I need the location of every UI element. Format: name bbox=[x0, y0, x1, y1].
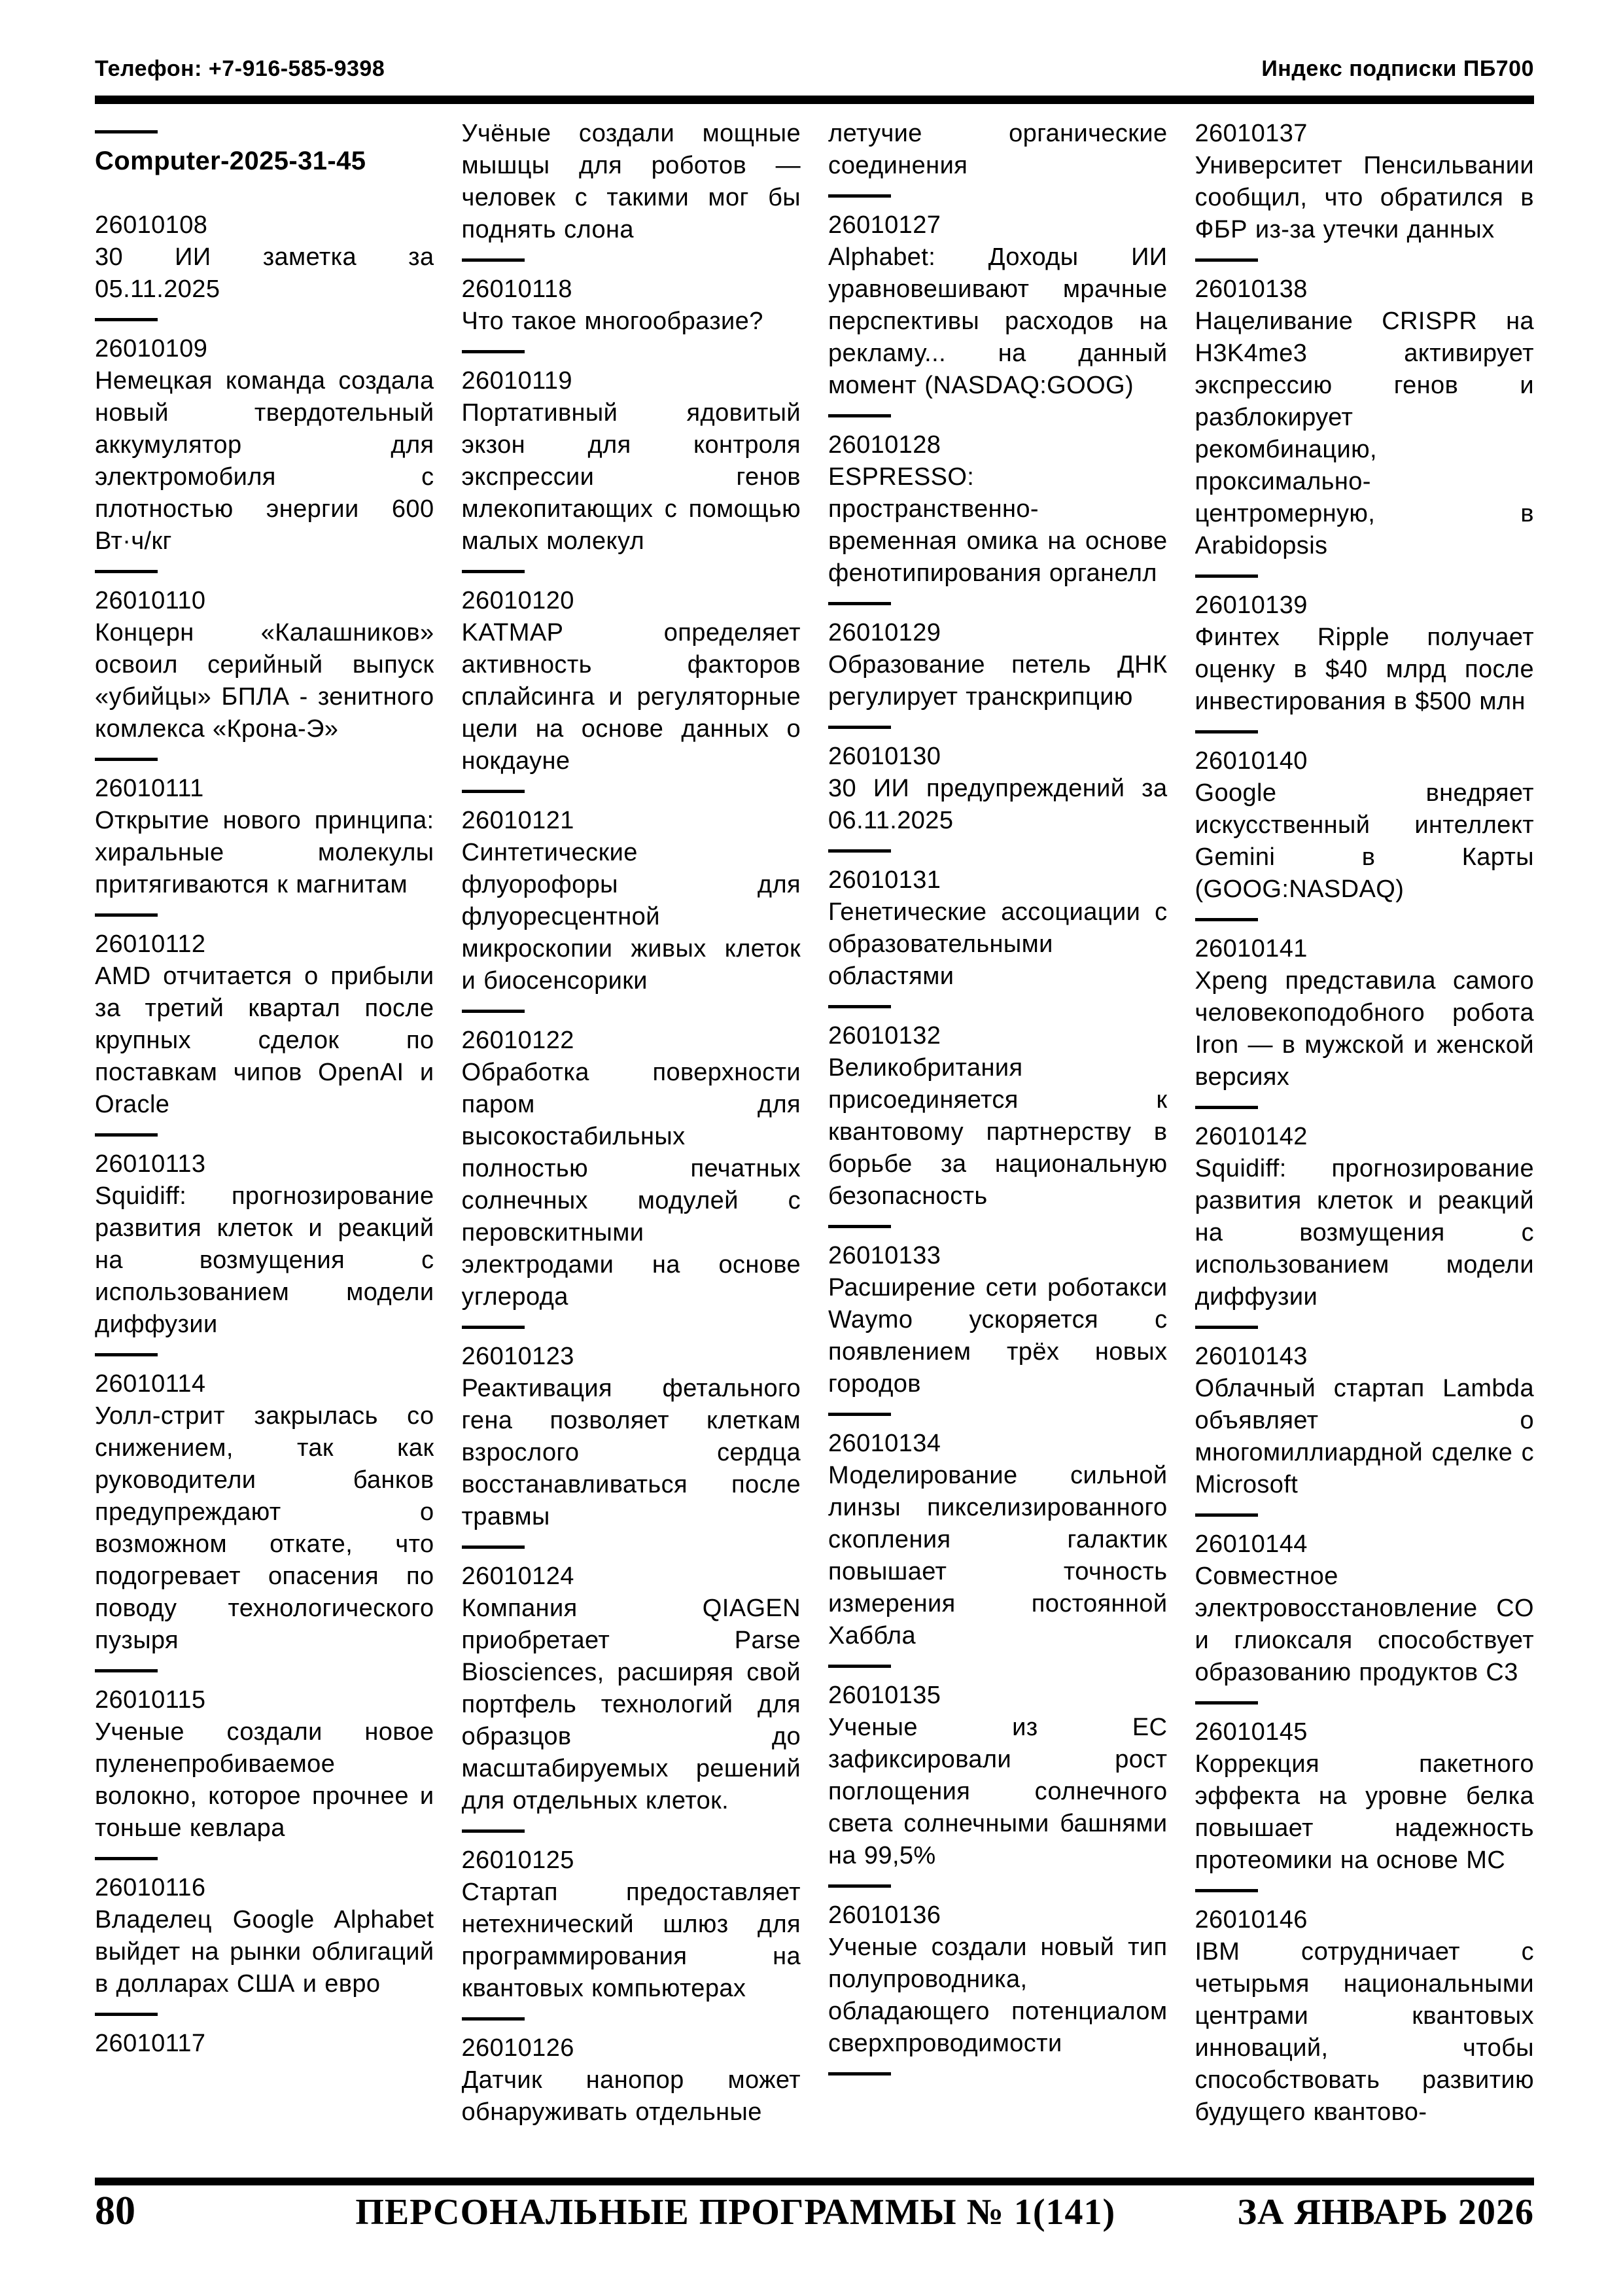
separator-dash bbox=[95, 570, 158, 573]
item-id: 26010146 bbox=[1195, 1906, 1308, 1934]
item-title: 30 ИИ заметка за 05.11.2025 bbox=[95, 243, 434, 303]
item-id: 26010136 bbox=[828, 1901, 941, 1929]
top-rule bbox=[95, 96, 1534, 104]
item-id: 26010131 bbox=[828, 866, 941, 894]
item-title: Squidiff: прогнозирование развития клеток и реакций на возмущения с использованием модели диффузии bbox=[95, 1182, 434, 1338]
item-id: 26010113 bbox=[95, 1150, 206, 1178]
news-item bbox=[828, 1428, 1168, 1652]
news-item bbox=[95, 1872, 434, 2000]
separator-dash bbox=[828, 1225, 891, 1228]
item-title: Alphabet: Доходы ИИ уравновешивают мрачные перспективы расходов на рекламу... на данный момент (NASDAQ:GOOG) bbox=[828, 243, 1168, 399]
item-title: Университет Пенсильвании сообщил, что обратился в ФБР из-за утечки данных bbox=[1195, 152, 1534, 243]
separator-dash bbox=[95, 758, 158, 761]
separator-dash bbox=[1195, 258, 1258, 262]
item-id: 26010145 bbox=[1195, 1718, 1308, 1746]
news-item bbox=[828, 1680, 1168, 1872]
item-id: 26010118 bbox=[461, 275, 572, 303]
news-item bbox=[95, 1368, 434, 1657]
separator-dash bbox=[1195, 1106, 1258, 1109]
item-id: 26010143 bbox=[1195, 1343, 1308, 1370]
separator-dash bbox=[1195, 1513, 1258, 1517]
news-item bbox=[1195, 745, 1535, 906]
news-item bbox=[462, 365, 801, 557]
item-id: 26010138 bbox=[1195, 275, 1308, 303]
news-item bbox=[95, 2028, 434, 2060]
news-item bbox=[462, 1341, 801, 1533]
item-title: Коррекция пакетного эффекта на уровне белка повышает надежность протеомики на основе МС bbox=[1195, 1750, 1534, 1874]
news-item bbox=[95, 773, 434, 901]
item-title: Владелец Google Alphabet выйдет на рынки облигаций в долларах США и евро bbox=[95, 1906, 434, 1998]
separator-dash bbox=[828, 1005, 891, 1008]
item-title: Синтетические флуорофоры для флуоресцентной микроскопии живых клеток и биосенсорики bbox=[461, 839, 801, 995]
item-id: 26010137 bbox=[1195, 120, 1308, 147]
item-title: Облачный стартап Lambda объявляет о многомиллиардной сделке с Microsoft bbox=[1195, 1375, 1534, 1498]
news-item bbox=[1195, 118, 1535, 246]
news-item bbox=[462, 585, 801, 777]
item-title: Датчик нанопор может обнаруживать отдельные bbox=[461, 2066, 801, 2126]
news-item bbox=[462, 2032, 801, 2128]
separator-dash bbox=[828, 414, 891, 417]
separator-dash bbox=[95, 1353, 158, 1356]
separator-dash bbox=[462, 258, 525, 262]
news-item bbox=[95, 1148, 434, 1341]
item-id: 26010133 bbox=[828, 1242, 941, 1269]
news-item bbox=[462, 274, 801, 338]
separator-dash bbox=[1195, 574, 1258, 578]
news-item bbox=[828, 1020, 1168, 1212]
separator-dash bbox=[95, 913, 158, 917]
item-id: 26010108 bbox=[95, 211, 208, 239]
item-id: 26010123 bbox=[461, 1343, 574, 1370]
separator-dash bbox=[462, 1326, 525, 1329]
separator-dash bbox=[828, 194, 891, 198]
item-title: Финтех Ripple получает оценку в $40 млрд после инвестирования в $500 млн bbox=[1195, 624, 1534, 715]
separator-dash bbox=[462, 790, 525, 793]
item-title: Что такое многообразие? bbox=[461, 308, 763, 335]
item-id: 26010135 bbox=[828, 1682, 941, 1709]
item-id: 26010141 bbox=[1195, 935, 1308, 963]
news-item bbox=[828, 741, 1168, 837]
news-item bbox=[828, 1240, 1168, 1400]
separator-dash bbox=[95, 1857, 158, 1860]
news-item bbox=[462, 1845, 801, 2005]
news-item bbox=[1195, 1528, 1535, 1689]
item-id: 26010130 bbox=[828, 743, 941, 770]
footer-journal-title: ПЕРСОНАЛЬНЫЕ ПРОГРАММЫ № 1(141) bbox=[355, 2192, 1116, 2233]
item-id: 26010139 bbox=[1195, 592, 1308, 619]
item-title: Google внедряет искусственный интеллект Gemini в Карты (GOOG:NASDAQ) bbox=[1195, 779, 1534, 903]
separator-dash bbox=[828, 1884, 891, 1888]
item-title: Образование петель ДНК регулирует транскрипцию bbox=[828, 651, 1168, 711]
page-number: 80 bbox=[95, 2189, 135, 2233]
item-title: Реактивация фетального гена позволяет клеткам взрослого сердца восстанавливаться после травмы bbox=[461, 1375, 801, 1530]
item-id: 26010122 bbox=[461, 1027, 574, 1054]
news-item bbox=[828, 864, 1168, 993]
item-title: Генетические ассоциации с образовательными областями bbox=[828, 898, 1168, 990]
separator-dash bbox=[828, 1413, 891, 1416]
item-id: 26010119 bbox=[461, 367, 572, 395]
news-item bbox=[95, 1684, 434, 1845]
item-title: Открытие нового принципа: хиральные молекулы притягиваются к магнитам bbox=[95, 807, 434, 898]
column-3 bbox=[828, 118, 1168, 2172]
item-id: 26010140 bbox=[1195, 747, 1308, 775]
separator-dash bbox=[828, 726, 891, 729]
item-id: 26010124 bbox=[461, 1563, 574, 1590]
news-item bbox=[828, 617, 1168, 713]
separator-dash bbox=[1195, 1701, 1258, 1704]
item-title: KATMAP определяет активность факторов сплайсинга и регуляторные цели на основе данных о нокдауне bbox=[461, 619, 801, 775]
news-item bbox=[1195, 1121, 1535, 1313]
news-item bbox=[462, 805, 801, 997]
bottom-rule bbox=[95, 2178, 1534, 2185]
separator-dash bbox=[95, 1133, 158, 1137]
item-title: AMD отчитается о прибыли за третий квартал после крупных сделок по поставкам чипов OpenAI и Oracle bbox=[95, 963, 434, 1118]
item-id: 26010114 bbox=[95, 1370, 206, 1398]
separator-dash bbox=[1195, 1889, 1258, 1892]
item-title: Ученые из ЕС зафиксировали рост поглощения солнечного света солнечными башнями на 99,5% bbox=[828, 1714, 1168, 1869]
separator-dash bbox=[828, 2072, 891, 2075]
columns bbox=[95, 118, 1534, 2172]
item-title-continuation: летучие органические соединения bbox=[828, 120, 1168, 179]
news-item bbox=[462, 1025, 801, 1313]
item-id: 26010112 bbox=[95, 930, 206, 958]
footer-issue-date: ЗА ЯНВАРЬ 2026 bbox=[1237, 2192, 1534, 2233]
item-title-continuation: Учёные создали мощные мышцы для роботов — человек с такими мог бы поднять слона bbox=[461, 120, 801, 243]
item-title: Ученые создали новый тип полупроводника, обладающего потенциалом сверхпроводимости bbox=[828, 1934, 1168, 2057]
item-title: Xpeng представила самого человекоподобного робота Iron — в мужской и женской версиях bbox=[1195, 967, 1534, 1091]
item-id: 26010109 bbox=[95, 335, 208, 362]
news-item bbox=[828, 1899, 1168, 2060]
header-phone: Телефон: +7-916-585-9398 bbox=[95, 56, 385, 81]
item-id: 26010127 bbox=[828, 211, 941, 239]
news-item bbox=[1195, 590, 1535, 718]
item-title: Концерн «Калашников» освоил серийный выпуск «убийцы» БПЛА - зенитного комлекса «Крона-Э» bbox=[95, 619, 434, 743]
item-id: 26010115 bbox=[95, 1686, 206, 1714]
item-title: Ученые создали новое пуленепробиваемое волокно, которое прочнее и тоньше кевлара bbox=[95, 1718, 434, 1842]
header-subscription-index: Индекс подписки ПБ700 bbox=[1261, 56, 1534, 81]
item-id: 26010144 bbox=[1195, 1530, 1308, 1558]
news-item bbox=[1195, 274, 1535, 562]
item-title: Расширение сети роботакси Waymo ускоряется с появлением трёх новых городов bbox=[828, 1274, 1168, 1398]
separator-dash bbox=[462, 2017, 525, 2021]
separator-dash bbox=[462, 570, 525, 573]
separator-dash bbox=[828, 602, 891, 605]
separator-dash bbox=[462, 1010, 525, 1013]
separator-dash bbox=[462, 350, 525, 353]
news-item bbox=[95, 585, 434, 745]
news-item bbox=[462, 1561, 801, 1817]
item-title: 30 ИИ предупреждений за 06.11.2025 bbox=[828, 775, 1168, 834]
item-title: IBM сотрудничает с четырьмя национальными центрами квантовых инноваций, чтобы способствовать развитию будущего квантово- bbox=[1195, 1938, 1534, 2126]
news-item bbox=[1195, 933, 1535, 1093]
news-item bbox=[95, 333, 434, 557]
separator-dash bbox=[462, 1829, 525, 1833]
item-title: Стартап предоставляет нетехнический шлюз для программирования на квантовых компьютерах bbox=[461, 1879, 801, 2002]
news-item bbox=[1195, 1716, 1535, 1877]
item-id: 26010126 bbox=[461, 2034, 574, 2062]
news-item bbox=[95, 928, 434, 1121]
item-title: Великобритания присоединяется к квантовому партнерству в борьбе за национальную безопасность bbox=[828, 1054, 1168, 1210]
item-id: 26010125 bbox=[461, 1846, 574, 1874]
news-item bbox=[1195, 1341, 1535, 1501]
item-title: Совместное электровосстановление CO и глиоксаля способствует образованию продуктов C3 bbox=[1195, 1563, 1534, 1686]
separator-dash bbox=[828, 1665, 891, 1668]
item-title: Нацеливание CRISPR на H3K4me3 активирует экспрессию генов и разблокирует рекомбинацию, проксимально-центромерную, в Arabidopsis bbox=[1195, 308, 1534, 559]
item-id: 26010129 bbox=[828, 619, 941, 646]
column-1 bbox=[95, 118, 434, 2172]
item-id: 26010111 bbox=[95, 775, 204, 802]
separator-dash bbox=[95, 318, 158, 321]
item-id: 26010128 bbox=[828, 431, 941, 459]
news-item bbox=[1195, 1904, 1535, 2128]
item-title: Немецкая команда создала новый твердотельный аккумулятор для электромобиля с плотностью энергии 600 Вт·ч/кг bbox=[95, 367, 434, 555]
separator-dash bbox=[1195, 1326, 1258, 1329]
separator-dash bbox=[1195, 730, 1258, 733]
item-title: Портативный ядовитый экзон для контроля экспрессии генов млекопитающих с помощью малых молекул bbox=[461, 399, 801, 555]
separator-dash bbox=[828, 849, 891, 853]
item-id: 26010116 bbox=[95, 1874, 206, 1901]
item-title: Компания QIAGEN приобретает Parse Biosciences, расширяя свой портфель технологий для образцов до масштабируемых решений для отдельных клеток. bbox=[461, 1595, 801, 1814]
page-header bbox=[95, 56, 1534, 82]
separator-dash bbox=[95, 1669, 158, 1672]
separator-dash bbox=[95, 2013, 158, 2016]
separator-dash bbox=[1195, 918, 1258, 921]
column-2 bbox=[462, 118, 801, 2172]
item-id: 26010132 bbox=[828, 1022, 941, 1050]
news-item bbox=[828, 429, 1168, 590]
item-title: Уолл-стрит закрылась со снижением, так как руководители банков предупреждают о возможном откате, что подогревает опасения по поводу технологического пузыря bbox=[95, 1402, 434, 1654]
item-id: 26010142 bbox=[1195, 1123, 1308, 1150]
separator-dash bbox=[462, 1545, 525, 1549]
item-title: Моделирование сильной линзы пикселизированного скопления галактик повышает точность измерения постоянной Хаббла bbox=[828, 1462, 1168, 1650]
column-4 bbox=[1195, 118, 1535, 2172]
item-id: 26010134 bbox=[828, 1430, 941, 1457]
page-footer bbox=[95, 2188, 1534, 2234]
item-title: ESPRESSO: пространственно-временная омика на основе фенотипирования органелл bbox=[828, 463, 1168, 587]
item-title: Обработка поверхности паром для высокостабильных полностью печатных солнечных модулей с перовскитными электродами на основе углерода bbox=[461, 1059, 801, 1311]
item-id: 26010110 bbox=[95, 587, 206, 614]
news-item bbox=[95, 209, 434, 306]
section-heading: Computer-2025-31-45 bbox=[95, 147, 366, 175]
item-id: 26010121 bbox=[461, 807, 574, 834]
separator-dash bbox=[95, 130, 158, 133]
item-id: 26010120 bbox=[461, 587, 574, 614]
news-item bbox=[828, 209, 1168, 402]
item-title: Squidiff: прогнозирование развития клеток и реакций на возмущения с использованием модели диффузии bbox=[1195, 1155, 1534, 1311]
item-id: 26010117 bbox=[95, 2030, 206, 2057]
